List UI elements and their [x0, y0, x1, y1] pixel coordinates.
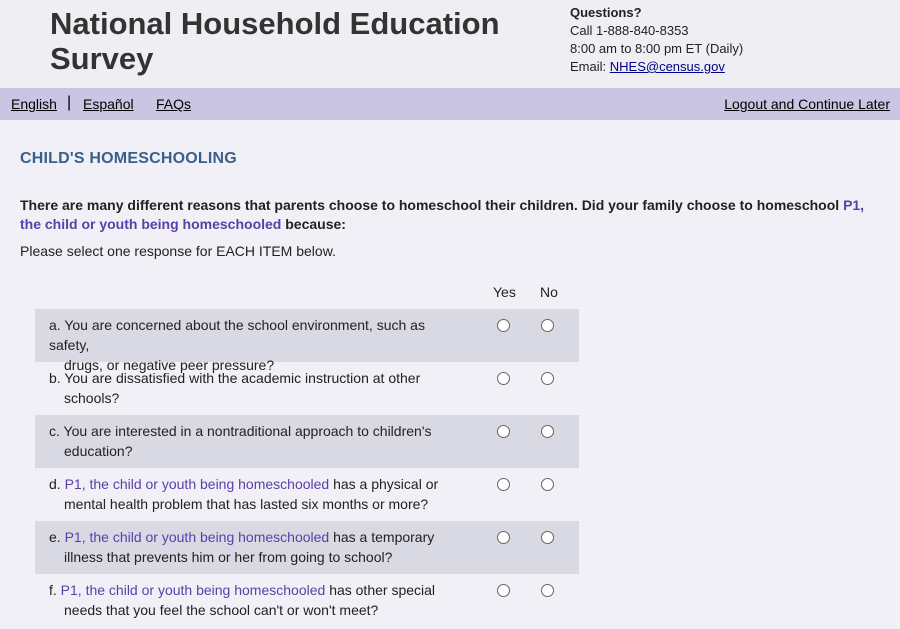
- item-row-a: [35, 309, 579, 373]
- item-row-d: [35, 468, 579, 521]
- contact-phone: Call 1-888-840-8353: [570, 23, 689, 38]
- column-header-no: No: [540, 284, 558, 300]
- item-line2: schools?: [64, 390, 120, 406]
- question-text: [20, 196, 880, 234]
- item-child-ref: P1, the child or youth being homeschooled: [64, 476, 330, 492]
- nav-bar: [0, 88, 900, 120]
- item-letter: a.: [49, 317, 61, 333]
- main-content: [0, 120, 900, 629]
- item-letter: f.: [49, 582, 57, 598]
- item-line1: has a temporary: [333, 529, 435, 545]
- item-d-no-radio[interactable]: [541, 478, 554, 491]
- item-a-no-radio[interactable]: [541, 319, 554, 332]
- item-line2: drugs, or negative peer pressure?: [64, 357, 275, 373]
- page-header: [0, 0, 900, 88]
- contact-email-row: [570, 58, 743, 76]
- nav-espanol-link[interactable]: Español: [83, 96, 134, 112]
- question-suffix: because:: [285, 216, 346, 232]
- item-f-yes-radio[interactable]: [497, 584, 510, 597]
- section-title: CHILD'S HOMESCHOOLING: [20, 150, 237, 167]
- instruction-text: Please select one response for EACH ITEM below.: [20, 243, 336, 259]
- item-line2: education?: [64, 443, 133, 459]
- survey-title-line2: Survey: [50, 41, 154, 76]
- item-letter: b.: [49, 370, 61, 386]
- item-e-yes-radio[interactable]: [497, 531, 510, 544]
- item-row-c: [35, 415, 579, 468]
- item-line2: illness that prevents him or her from going to school?: [64, 549, 393, 565]
- nav-english-link[interactable]: English: [11, 96, 57, 112]
- item-row-b: [35, 362, 579, 415]
- item-child-ref: P1, the child or youth being homeschooled: [64, 529, 330, 545]
- item-d-yes-radio[interactable]: [497, 478, 510, 491]
- nav-separator: |: [67, 94, 72, 111]
- question-prefix: There are many different reasons that parents choose to homeschool their children. Did your family choose to homeschool: [20, 197, 840, 213]
- item-line1: You are concerned about the school environment, such as safety,: [49, 317, 425, 353]
- item-line1: You are interested in a nontraditional approach to children's: [63, 423, 432, 439]
- contact-email-label: Email:: [570, 59, 607, 74]
- item-line1: has a physical or: [333, 476, 439, 492]
- item-a-yes-radio[interactable]: [497, 319, 510, 332]
- item-b-yes-radio[interactable]: [497, 372, 510, 385]
- nav-faqs-link[interactable]: FAQs: [156, 96, 192, 112]
- item-letter: d.: [49, 476, 61, 492]
- item-line1: You are dissatisfied with the academic instruction at other: [64, 370, 421, 386]
- column-header-yes: Yes: [493, 284, 516, 300]
- logout-link[interactable]: Logout and Continue Later: [724, 96, 890, 112]
- item-letter: c.: [49, 423, 60, 439]
- item-text: [49, 580, 469, 620]
- item-row-f: [35, 574, 579, 627]
- item-b-no-radio[interactable]: [541, 372, 554, 385]
- item-letter: e.: [49, 529, 61, 545]
- survey-title: [50, 6, 500, 76]
- item-line1: has other special: [329, 582, 436, 598]
- item-line2: mental health problem that has lasted six months or more?: [64, 496, 429, 512]
- item-child-ref: P1, the child or youth being homeschooled: [60, 582, 326, 598]
- contact-email-link[interactable]: NHES@census.gov: [609, 59, 725, 74]
- contact-hours: 8:00 am to 8:00 pm ET (Daily): [570, 41, 744, 56]
- item-e-no-radio[interactable]: [541, 531, 554, 544]
- item-text: [49, 474, 469, 514]
- item-text: [49, 368, 469, 408]
- item-text: [49, 527, 469, 567]
- contact-info: [570, 4, 743, 76]
- item-row-e: [35, 521, 579, 574]
- item-text: [49, 421, 469, 461]
- item-f-no-radio[interactable]: [541, 584, 554, 597]
- survey-title-line1: National Household Education: [50, 6, 500, 41]
- item-c-yes-radio[interactable]: [497, 425, 510, 438]
- item-c-no-radio[interactable]: [541, 425, 554, 438]
- contact-heading: Questions?: [570, 5, 642, 20]
- item-line2: needs that you feel the school can't or won't meet?: [64, 602, 379, 618]
- question-child-ref: P1, the child or youth being homeschooled: [20, 197, 865, 232]
